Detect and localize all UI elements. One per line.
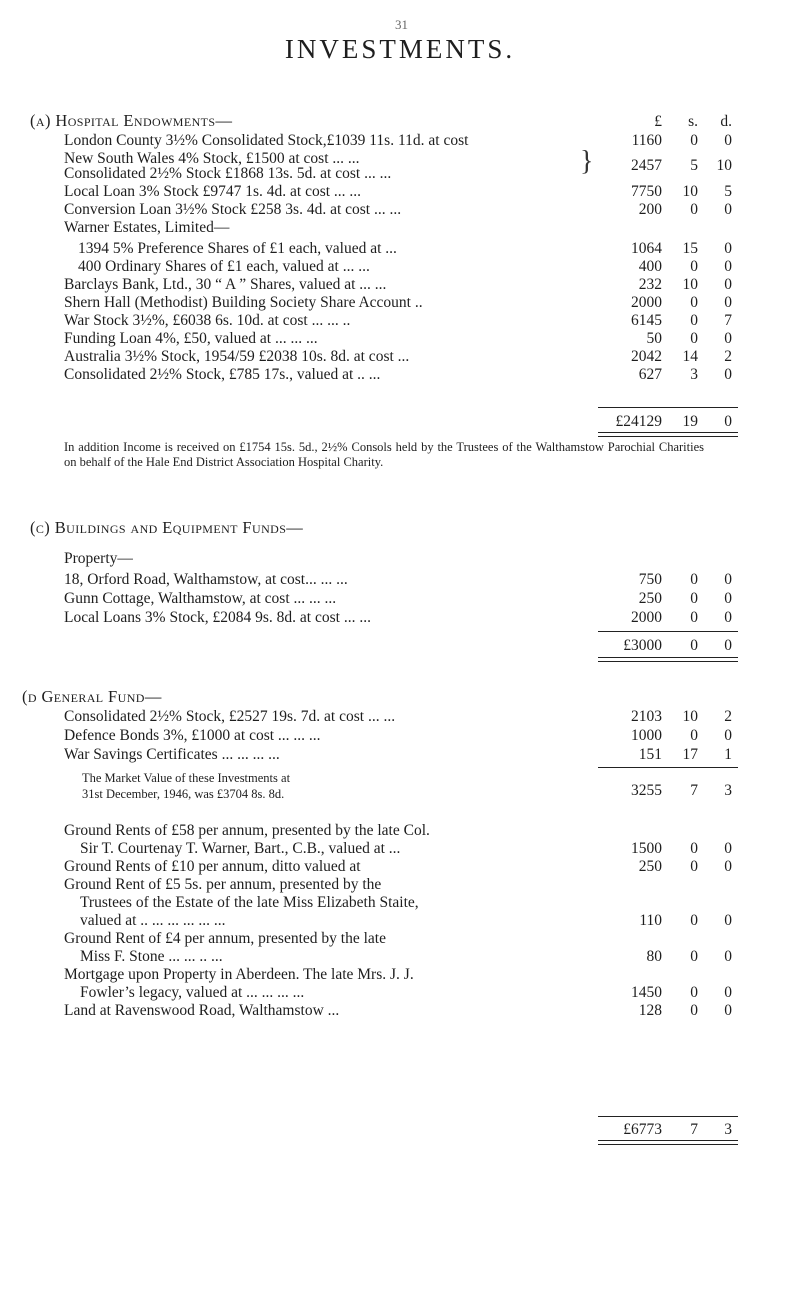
table-row-pence: 0 — [724, 984, 732, 1001]
table-row-pence: 2 — [724, 708, 732, 725]
table-row-shillings: 0 — [690, 132, 698, 149]
table-row-pence: 0 — [724, 590, 732, 607]
table-row-shillings: 14 — [682, 348, 698, 365]
table-row-shillings: 0 — [690, 590, 698, 607]
table-row-shillings: 0 — [690, 858, 698, 875]
section-a-subtotal-rule — [598, 407, 738, 408]
table-row-pence: 0 — [724, 948, 732, 965]
section-d-total-shillings: 7 — [690, 1121, 698, 1138]
section-d-total-rule — [598, 1116, 738, 1117]
table-row-description: Miss F. Stone ... ... .. ... — [80, 948, 223, 965]
table-row-shillings: 0 — [690, 1002, 698, 1019]
section-c-subtotal-rule — [598, 631, 738, 632]
table-row-pounds: 7750 — [631, 183, 662, 200]
table-row-pence: 0 — [724, 1002, 732, 1019]
table-row-shillings: 0 — [690, 258, 698, 275]
table-row-pounds: 128 — [638, 1002, 662, 1019]
table-row-description: Defence Bonds 3%, £1000 at cost ... ... ... — [64, 727, 321, 744]
table-row-shillings: 0 — [690, 727, 698, 744]
table-row-shillings: 3 — [690, 366, 698, 383]
pence-column-header: d. — [720, 113, 732, 130]
table-row-pence: 0 — [724, 366, 732, 383]
table-row-description: Conversion Loan 3½% Stock £258 3s. 4d. at cost ... ... — [64, 201, 402, 218]
section-c-heading: (c) Buildings and Equipment Funds— — [30, 518, 304, 537]
table-row-pounds: 110 — [639, 912, 662, 929]
section-c-total-pence: 0 — [724, 637, 732, 654]
table-row-pounds: 6145 — [631, 312, 662, 329]
table-row-pounds: 250 — [638, 858, 662, 875]
table-row-shillings: 0 — [690, 912, 698, 929]
table-row-pounds: 1450 — [631, 984, 662, 1001]
table-row-pence: 0 — [724, 912, 732, 929]
section-a-income-note: In addition Income is received on £1754 15s. 5d., 2½% Consols held by the Trustees of the Walthamstow Parochial Charities on behalf of the Hale End District Association Hospital Charity. — [64, 440, 704, 469]
table-row-pence: 2 — [724, 348, 732, 365]
table-row-pounds: 2000 — [631, 294, 662, 311]
table-row-description: Consolidated 2½% Stock, £2527 19s. 7d. at cost ... ... — [64, 708, 396, 725]
table-row-description: Funding Loan 4%, £50, valued at ... ... ... — [64, 330, 318, 347]
section-a-total-shillings: 19 — [682, 413, 698, 430]
table-row-description: Fowler’s legacy, valued at ... ... ... ... — [80, 984, 305, 1001]
table-row-description: Ground Rent of £5 5s. per annum, presented by the — [64, 876, 382, 893]
table-row-pence: 0 — [724, 609, 732, 626]
table-row-description: Local Loans 3% Stock, £2084 9s. 8d. at cost ... ... — [64, 609, 371, 626]
table-row-description: Consolidated 2½% Stock, £785 17s., valued at .. ... — [64, 366, 381, 383]
table-row-shillings: 0 — [690, 294, 698, 311]
table-row-shillings: 5 — [690, 157, 698, 174]
shillings-column-header: s. — [688, 113, 698, 130]
table-row-pounds: 750 — [638, 571, 662, 588]
table-row-shillings: 17 — [682, 746, 698, 763]
table-row-description: Ground Rent of £4 per annum, presented by the late — [64, 930, 386, 947]
table-row-description: Warner Estates, Limited— — [64, 219, 230, 236]
table-row-pounds: 400 — [638, 258, 662, 275]
table-row-shillings: 0 — [690, 201, 698, 218]
table-row-pence: 0 — [724, 571, 732, 588]
section-c-total-pounds: £3000 — [623, 637, 662, 654]
table-row-shillings: 10 — [682, 183, 698, 200]
section-a-total-double-rule — [598, 432, 738, 437]
brace-icon: } — [580, 146, 594, 177]
table-row-description: Gunn Cottage, Walthamstow, at cost ... ... ... — [64, 590, 337, 607]
section-d-total-pence: 3 — [724, 1121, 732, 1138]
table-row-shillings: 0 — [690, 330, 698, 347]
table-row-description: Trustees of the Estate of the late Miss Elizabeth Staite, — [80, 894, 419, 911]
table-row-pounds: 232 — [638, 276, 662, 293]
table-row-shillings: 0 — [690, 984, 698, 1001]
table-row-pence: 7 — [724, 312, 732, 329]
table-row-description: Barclays Bank, Ltd., 30 “ A ” Shares, valued at ... ... — [64, 276, 387, 293]
table-row-pounds: 250 — [638, 590, 662, 607]
table-row-shillings: 0 — [690, 609, 698, 626]
table-row-pounds: 1160 — [631, 132, 662, 149]
table-row-shillings: 0 — [690, 571, 698, 588]
section-c-total-double-rule — [598, 657, 738, 662]
section-c-total-shillings: 0 — [690, 637, 698, 654]
table-row-description: Ground Rents of £58 per annum, presented by the late Col. — [64, 822, 430, 839]
table-row-pence: 0 — [724, 258, 732, 275]
pounds-column-header: £ — [654, 113, 662, 130]
table-row-description: Mortgage upon Property in Aberdeen. The late Mrs. J. J. — [64, 966, 414, 983]
table-row-pence: 0 — [724, 201, 732, 218]
table-row-pence: 0 — [724, 294, 732, 311]
table-row-description: New South Wales 4% Stock, £1500 at cost ... ... — [64, 150, 360, 167]
table-row-pounds: 1064 — [631, 240, 662, 257]
table-row-pounds: 1500 — [631, 840, 662, 857]
table-row-description: War Stock 3½%, £6038 6s. 10d. at cost ... ... .. — [64, 312, 351, 329]
section-d-heading: (d General Fund— — [22, 687, 162, 706]
table-row-description: War Savings Certificates ... ... ... ... — [64, 746, 280, 763]
table-row-pounds: 151 — [638, 746, 662, 763]
section-d-subtotal-rule — [598, 767, 738, 768]
page-title: INVESTMENTS. — [284, 34, 516, 64]
section-c-subheading: Property— — [64, 550, 133, 567]
page-number: 31 — [395, 17, 408, 32]
section-d-subtotal-pence: 3 — [724, 782, 732, 799]
table-row-description: 18, Orford Road, Walthamstow, at cost... ... ... — [64, 571, 348, 588]
table-row-shillings: 0 — [690, 948, 698, 965]
table-row-description: Ground Rents of £10 per annum, ditto valued at — [64, 858, 361, 875]
table-row-description: London County 3½% Consolidated Stock,£1039 11s. 11d. at cost — [64, 132, 469, 149]
table-row-pence: 0 — [724, 840, 732, 857]
table-row-description: valued at .. ... ... ... ... ... — [80, 912, 226, 929]
section-a-heading: (a) Hospital Endowments— — [30, 111, 233, 130]
market-value-note-line-1: The Market Value of these Investments at — [82, 771, 291, 785]
section-d-subtotal-pounds: 3255 — [631, 782, 662, 799]
table-row-description: Australia 3½% Stock, 1954/59 £2038 10s. 8d. at cost ... — [64, 348, 410, 365]
table-row-pence: 5 — [724, 183, 732, 200]
table-row-shillings: 15 — [682, 240, 698, 257]
table-row-pence: 0 — [724, 276, 732, 293]
section-a-total-pence: 0 — [724, 413, 732, 430]
table-row-description: Local Loan 3% Stock £9747 1s. 4d. at cost ... ... — [64, 183, 362, 200]
table-row-shillings: 0 — [690, 840, 698, 857]
table-row-pounds: 80 — [646, 948, 662, 965]
table-row-pence: 0 — [724, 727, 732, 744]
table-row-pence: 0 — [724, 858, 732, 875]
table-row-description: Land at Ravenswood Road, Walthamstow ... — [64, 1002, 340, 1019]
table-row-pence: 0 — [724, 240, 732, 257]
market-value-note-line-2: 31st December, 1946, was £3704 8s. 8d. — [82, 787, 285, 801]
section-d-subtotal-shillings: 7 — [690, 782, 698, 799]
section-d-total-double-rule — [598, 1140, 738, 1145]
table-row-shillings: 0 — [690, 312, 698, 329]
table-row-pounds: 2103 — [631, 708, 662, 725]
table-row-pence: 1 — [724, 746, 732, 763]
section-d-total-pounds: £6773 — [623, 1121, 662, 1138]
table-row-shillings: 10 — [682, 276, 698, 293]
table-row-description: Shern Hall (Methodist) Building Society Share Account .. — [64, 294, 423, 311]
table-row-pence: 10 — [716, 157, 732, 174]
table-row-pounds: 1000 — [631, 727, 662, 744]
table-row-pounds: 200 — [638, 201, 662, 218]
section-a-total-pounds: £24129 — [615, 413, 662, 430]
table-row-shillings: 10 — [682, 708, 698, 725]
table-row-description: 400 Ordinary Shares of £1 each, valued at ... ... — [78, 258, 370, 275]
table-row-description: Sir T. Courtenay T. Warner, Bart., C.B., valued at ... — [80, 840, 401, 857]
table-row-pence: 0 — [724, 330, 732, 347]
table-row-pence: 0 — [724, 132, 732, 149]
table-row-description: Consolidated 2½% Stock £1868 13s. 5d. at cost ... ... — [64, 165, 392, 182]
table-row-description: 1394 5% Preference Shares of £1 each, valued at ... — [78, 240, 397, 257]
table-row-pounds: 627 — [638, 366, 662, 383]
table-row-pounds: 2042 — [631, 348, 662, 365]
table-row-pounds: 2000 — [631, 609, 662, 626]
table-row-pounds: 2457 — [631, 157, 662, 174]
table-row-pounds: 50 — [646, 330, 662, 347]
